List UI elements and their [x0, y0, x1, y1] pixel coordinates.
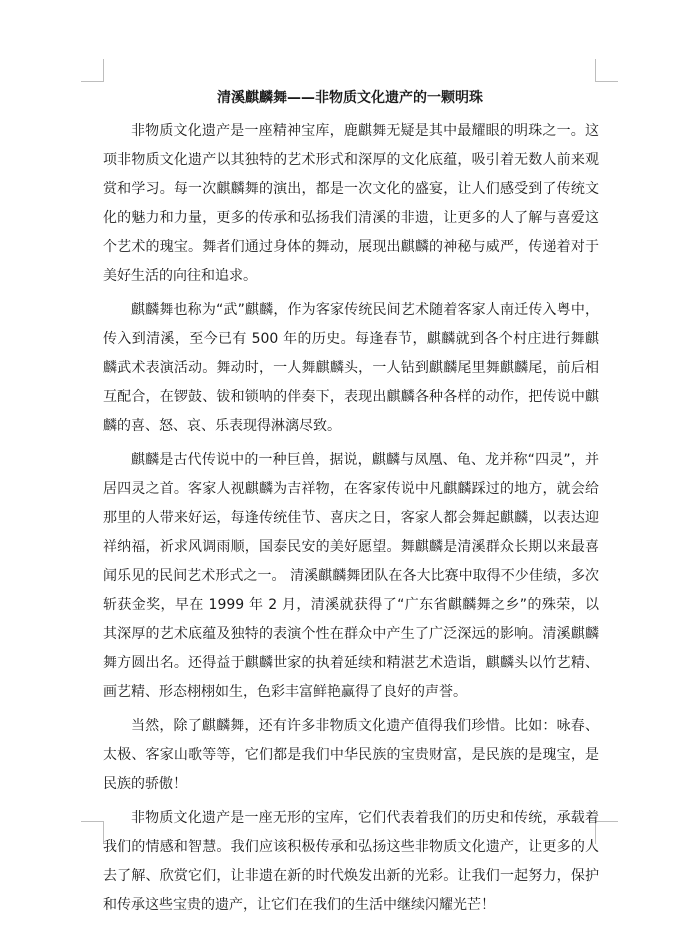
document-body: [103, 117, 599, 925]
bottom-left-margin-mark: [81, 821, 104, 844]
paragraph-conclusion: 非物质文化遗产是一座无形的宝库，它们代表着我们的历史和传统，承载着我们的情感和智慧。我们应该积极传承和弘扬这些非物质文化遗产，让更多的人去了解、欣赏它们，让非遗在新的时代焕发出新的光彩。让我们一起努力，保护和传承这些宝贵的遗产，让它们在我们的生活中继续闪耀光芒！: [103, 810, 599, 913]
document-title: 清溪麒麟舞——非物质文化遗产的一颗明珠: [217, 90, 483, 106]
paragraph-other-heritage: 当然，除了麒麟舞，还有许多非物质文化遗产值得我们珍惜。比如：咏春、太极、客家山歌等等，它们都是我们中华民族的宝贵财富，是民族的是瑰宝，是民族的骄傲！: [103, 718, 599, 792]
top-right-margin-mark: [595, 59, 618, 82]
paragraph-history: 麒麟舞也称为“武”麒麟，作为客家传统民间艺术随着客家人南迁传入粤中，传入到清溪，至今已有 500 年的历史。每逢春节，麒麟就到各个村庄进行舞麒麟武术表演活动。舞动时，一人舞麒麟头，一人钻到麒麟尾里舞麒麟尾，前后相互配合，在锣鼓、钹和锁呐的伴奏下，表现出麒麟各种各样的动作，把传说中麒麟的喜、怒、哀、乐表现得淋漓尽致。: [103, 302, 599, 434]
paragraph-intro: 非物质文化遗产是一座精神宝库，鹿麒舞无疑是其中最耀眼的明珠之一。这项非物质文化遗产以其独特的艺术形式和深厚的文化底蕴，吸引着无数人前来观赏和学习。每一次麒麟舞的演出，都是一次文化的盛宴，让人们感受到了传统文化的魅力和力量，更多的传承和弘扬我们清溪的非遗，让更多的人了解与喜爱这个艺术的瑰宝。舞者们通过身体的舞动，展现出麒麟的神秘与威严，传递着对于美好生活的向往和追求。: [103, 123, 599, 284]
paragraph-legend: 麒麟是古代传说中的一种巨兽，据说，麒麟与凤凰、龟、龙并称“四灵”，并居四灵之首。客家人视麒麟为吉祥物，在客家传说中凡麒麟踩过的地方，就会给那里的人带来好运，每逢传统佳节、喜庆之日，客家人都会舞起麒麟，以表达迎祥纳福，祈求风调雨顺，国泰民安的美好愿望。舞麒麟是清溪群众长期以来最喜闻乐见的民间艺术形式之一。 清溪麒麟舞团队在各大比赛中取得不少佳绩，多次斩获金奖，早在 1999 年 2 月，清溪就获得了“广东省麒麟舞之乡”的殊荣，以其深厚的艺术底蕴及独特的表演个性在群众中产生了广泛深远的影响。清溪麒麟舞方圆出名。还得益于麒麟世家的执着延续和精湛艺术造诣，麒麟头以竹艺精、画艺精、形态栩栩如生，色彩丰富鲜艳赢得了良好的声誉。: [103, 452, 599, 700]
top-left-margin-mark: [81, 59, 104, 82]
